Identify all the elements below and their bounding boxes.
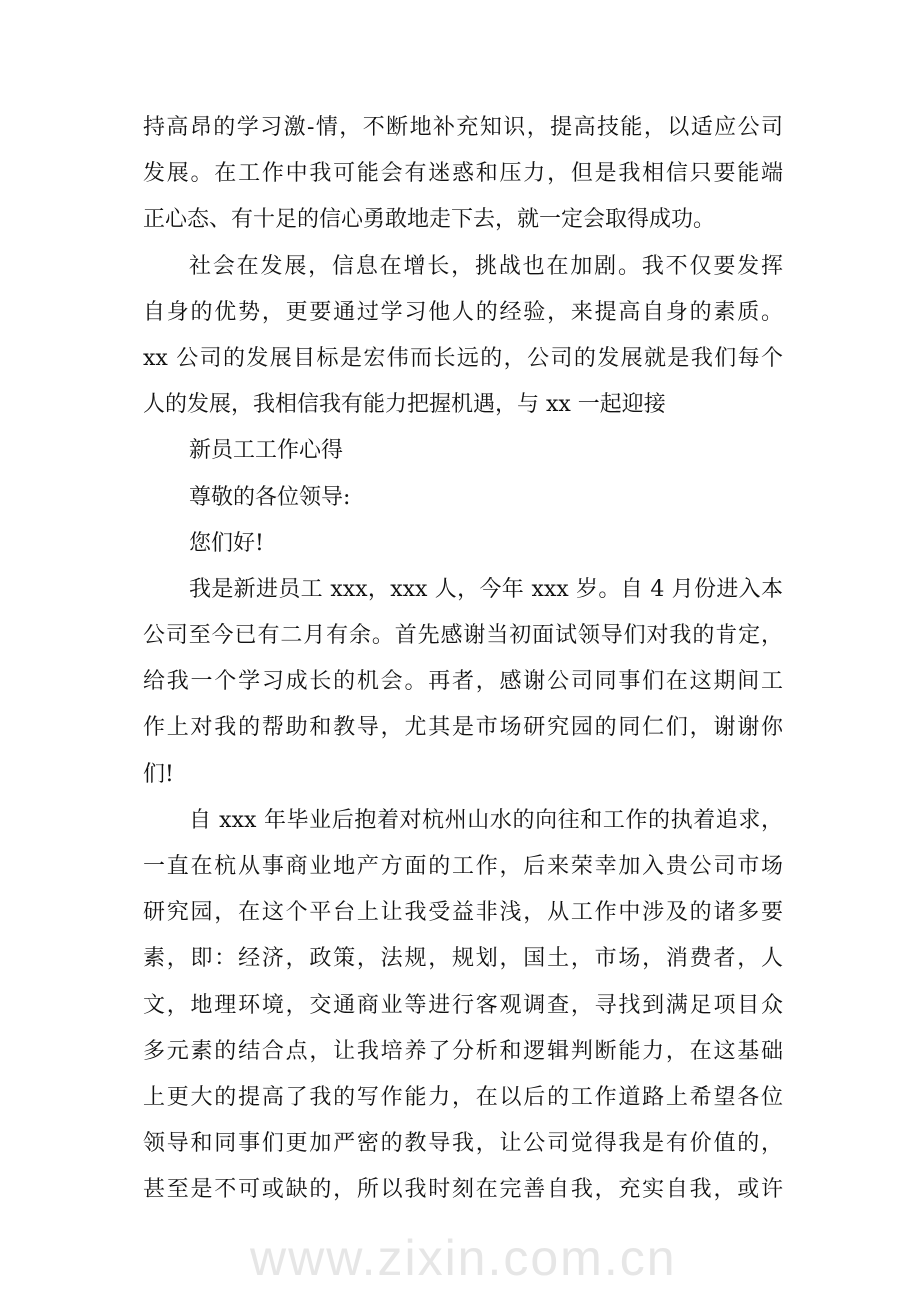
text-line: 社会在发展，信息在增长，挑战也在加剧。我不仅要发挥 [189, 253, 783, 279]
text-line: 研究园，在这个平台上让我受益非浅，从工作中涉及的诸多要 [143, 900, 783, 926]
document-page [143, 105, 783, 1214]
text-line: 尊敬的各位领导: [189, 484, 351, 510]
text-line: 我是新进员工 xxx，xxx 人，今年 xxx 岁。自 4 月份进入本 [189, 576, 783, 602]
text-line: 上更大的提高了我的写作能力，在以后的工作道路上希望各位 [143, 1084, 783, 1110]
text-line: 甚至是不可或缺的，所以我时刻在完善自我，充实自我，或许 [143, 1177, 783, 1203]
text-line: 公司至今已有二月有余。首先感谢当初面试领导们对我的肯定， [143, 623, 783, 649]
text-line: xx 公司的发展目标是宏伟而长远的，公司的发展就是我们每个 [143, 345, 783, 371]
text-line: 领导和同事们更加严密的教导我，让公司觉得我是有价值的， [143, 1131, 783, 1157]
text-line: 自身的优势，更要通过学习他人的经验，来提高自身的素质。 [143, 299, 783, 325]
text-line: 新员工工作心得 [189, 438, 344, 464]
text-line: 持高昂的学习激-情，不断地补充知识，提高技能，以适应公司 [143, 115, 783, 140]
text-line: 自 xxx 年毕业后抱着对杭州山水的向往和工作的执着追求， [189, 807, 783, 833]
text-line: 人的发展，我相信我有能力把握机遇，与 xx 一起迎接 [143, 392, 666, 418]
text-line: 作上对我的帮助和教导，尤其是市场研究园的同仁们，谢谢你 [143, 715, 783, 741]
text-line: 多元素的结合点，让我培养了分析和逻辑判断能力，在这基础 [143, 1038, 783, 1064]
text-line: 一直在杭从事商业地产方面的工作，后来荣幸加入贵公司市场 [143, 854, 783, 879]
text-line: 素，即：经济，政策，法规，规划，国土，市场，消费者，人 [143, 946, 783, 972]
text-line: 给我一个学习成长的机会。再者，感谢公司同事们在这期间工 [143, 669, 783, 695]
text-line: 们! [143, 761, 174, 787]
text-line: 您们好! [189, 530, 264, 556]
watermark: www.zixin.com.cn [250, 1230, 677, 1286]
text-line: 文，地理环境，交通商业等进行客观调查，寻找到满足项目众 [143, 992, 783, 1018]
text-line: 发展。在工作中我可能会有迷惑和压力，但是我相信只要能端 [143, 161, 783, 187]
text-line: 正心态、有十足的信心勇敢地走下去，就一定会取得成功。 [143, 207, 716, 233]
